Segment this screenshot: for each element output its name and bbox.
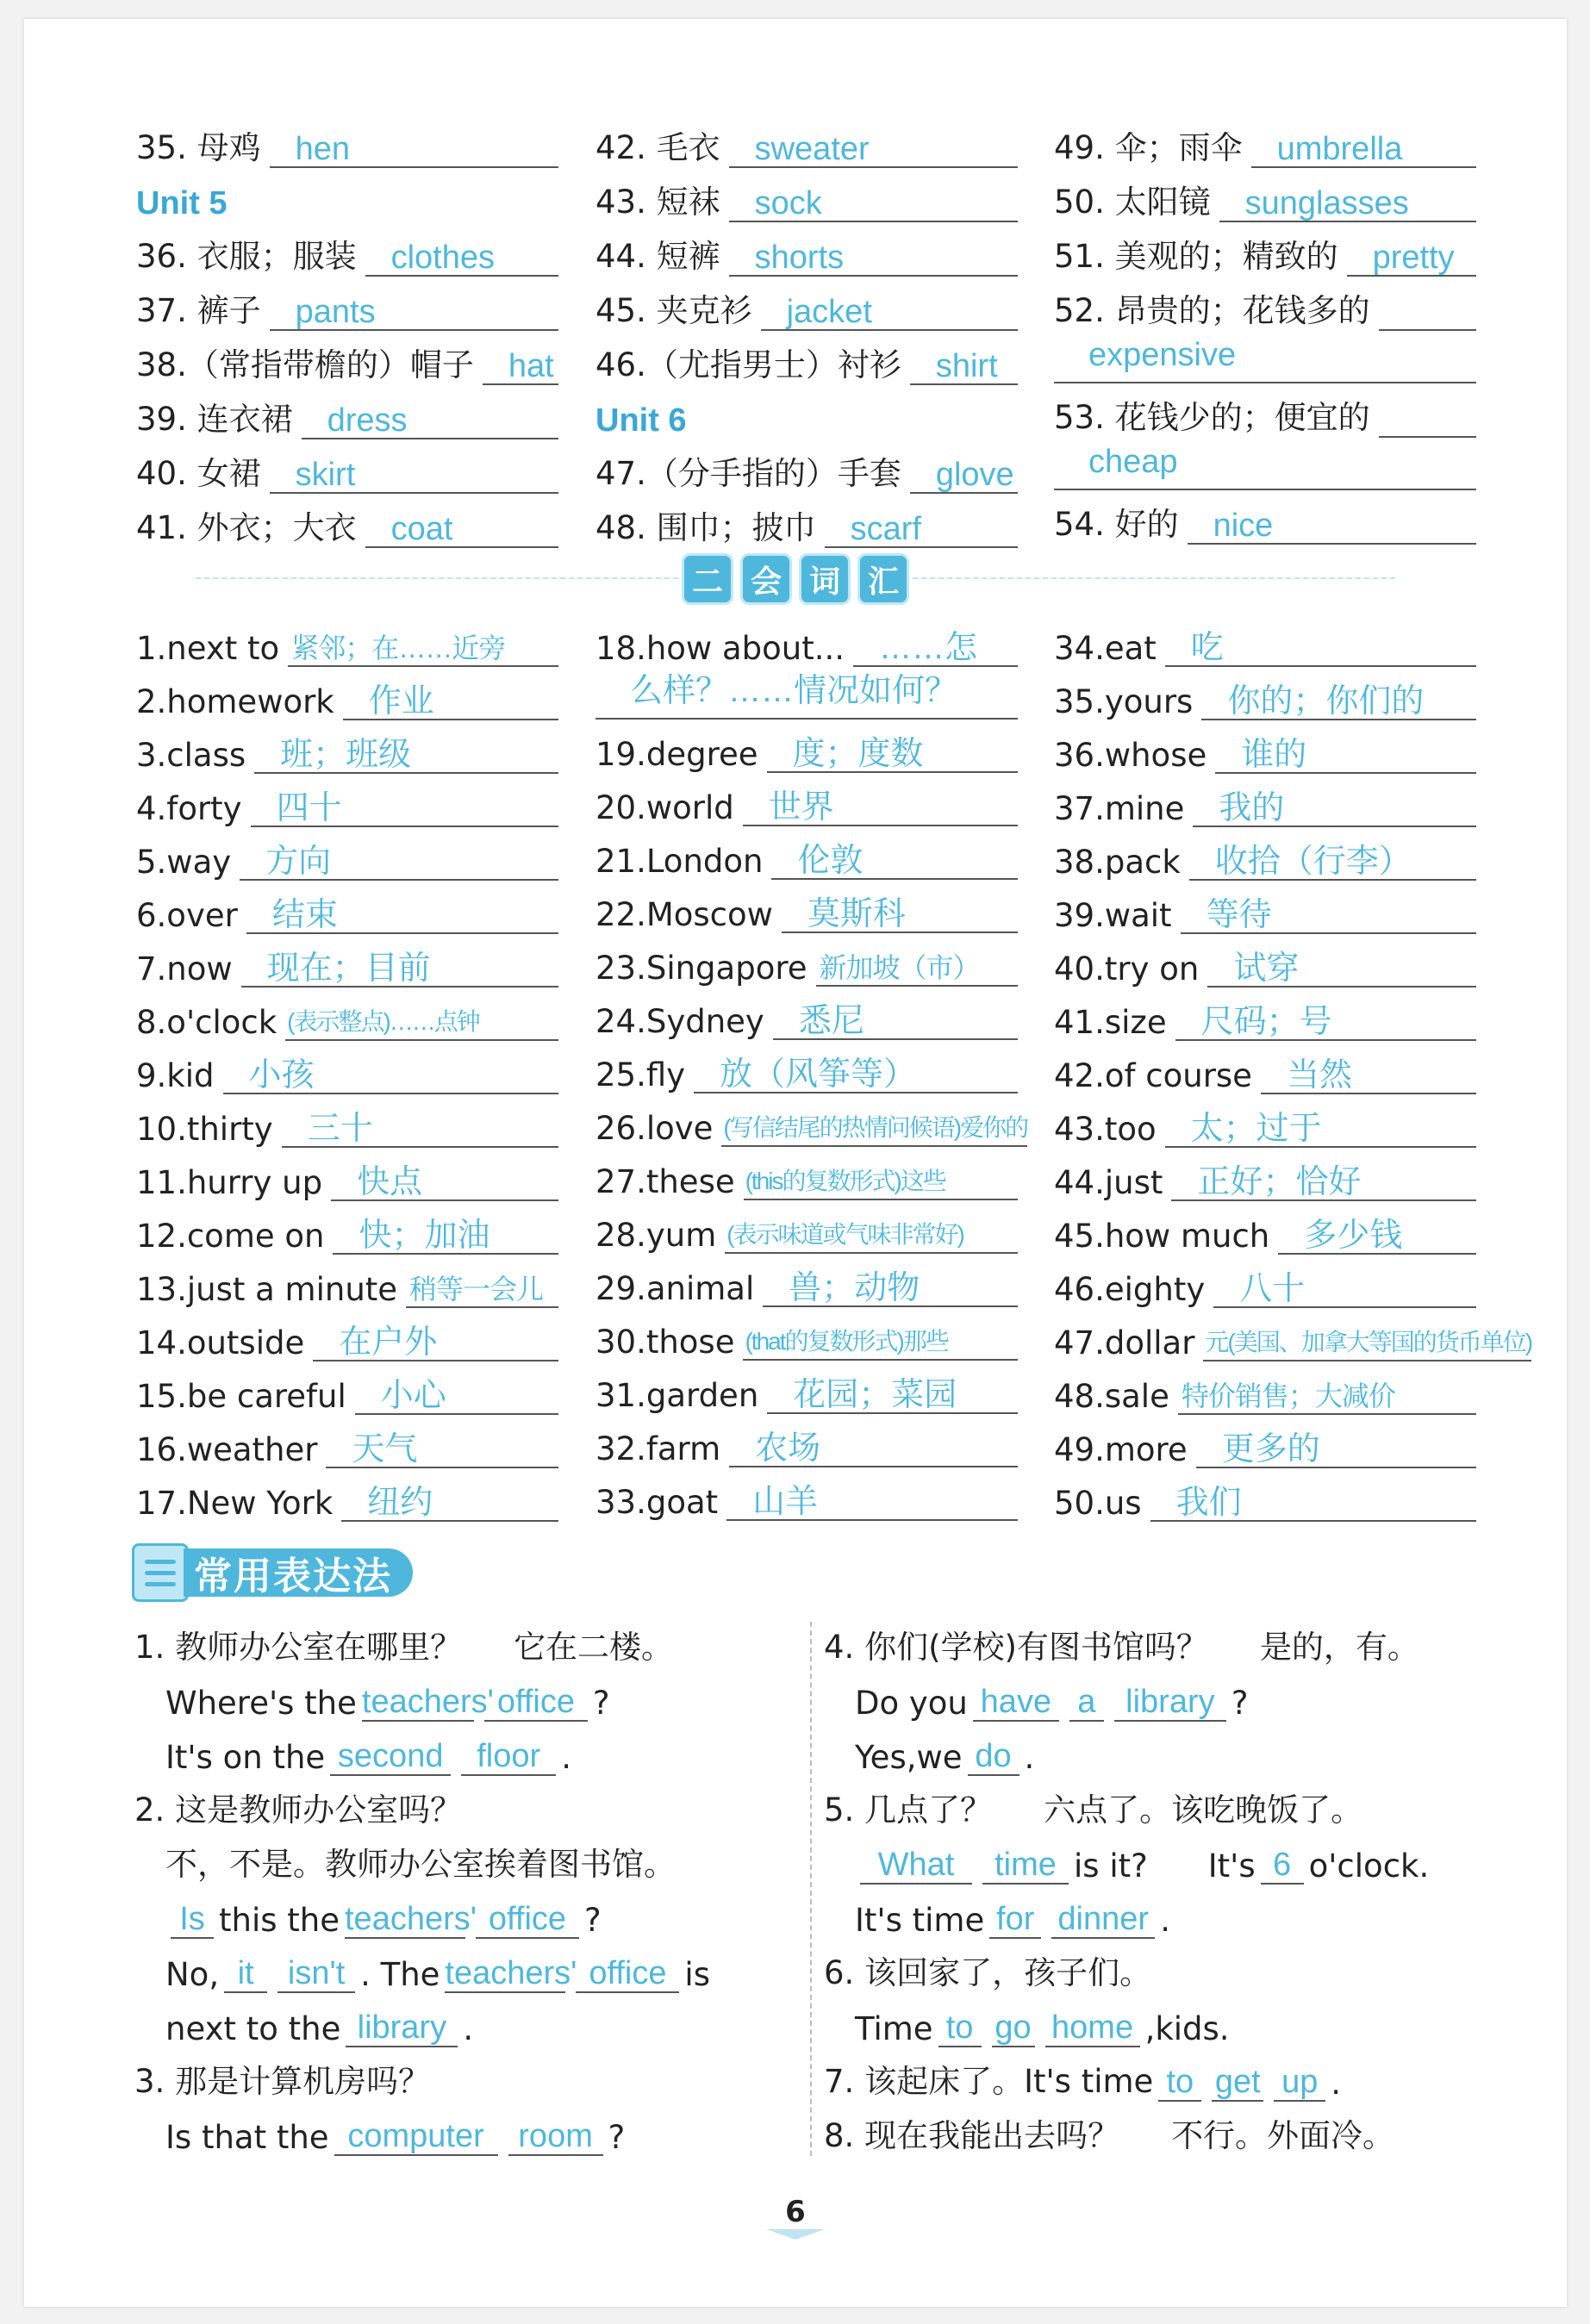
vocab-term: 4.forty xyxy=(136,790,242,827)
vocab-term: 30.those xyxy=(595,1324,735,1361)
vocab-term: 22.Moscow xyxy=(595,896,773,933)
vocab-answer: 多少钱 xyxy=(1278,1218,1476,1255)
vocab-term: 43.too xyxy=(1054,1111,1157,1148)
vocab-row xyxy=(595,168,1018,222)
vocab-term: 42.of course xyxy=(1054,1057,1252,1094)
vocab-row xyxy=(1054,988,1476,1041)
vocab-row xyxy=(1054,774,1476,827)
vocab-answer: 试穿 xyxy=(1207,951,1476,988)
vocab-row xyxy=(136,720,558,774)
vocab-row xyxy=(1054,383,1476,438)
vocab-term: 14.outside xyxy=(136,1324,305,1361)
vocab-column-3 xyxy=(1054,614,1532,1522)
vocab-row xyxy=(1054,934,1476,988)
vocab-answer: 新加坡（市） xyxy=(816,950,1018,987)
vocab-answer: skirt xyxy=(270,458,558,494)
vocab-row xyxy=(136,774,558,827)
vocab-term: 19.degree xyxy=(595,736,758,773)
vocab-row xyxy=(136,1148,558,1201)
vocab-term: 10.thirty xyxy=(136,1111,273,1148)
vocab-row xyxy=(595,114,1018,168)
vocab-answer: 结束 xyxy=(246,898,558,934)
vocab-term: 11.hurry up xyxy=(136,1164,323,1201)
vocab-answer: 现在；目前 xyxy=(241,951,558,988)
vocab-row xyxy=(136,1308,558,1361)
vocab-term: 44.just xyxy=(1054,1164,1163,1201)
vocab-answer: 作业 xyxy=(343,684,558,720)
vocab-row xyxy=(595,826,1018,880)
vocab-term: 39. 连衣裙 xyxy=(136,401,293,438)
vocab-row xyxy=(136,1094,558,1148)
vocab-term: 48.sale xyxy=(1054,1378,1169,1415)
vocab-term: 32.farm xyxy=(595,1430,721,1467)
vocab-term: 35.yours xyxy=(1054,683,1194,720)
vocab-answer: 放（风筝等） xyxy=(694,1057,1018,1093)
vocab-term: 24.Sydney xyxy=(595,1003,764,1040)
notebook-icon xyxy=(132,1543,189,1602)
vocab-term: 50. 太阳镜 xyxy=(1054,184,1211,221)
answer-continuation: cheap xyxy=(1054,438,1476,490)
vocab-term: 2.homework xyxy=(136,683,334,720)
vocab-row xyxy=(595,1361,1018,1414)
vocab-answer: jacket xyxy=(761,295,1018,331)
vocab-answer: (表示味道或气味非常好) xyxy=(725,1218,1018,1254)
section-badge: 汇 xyxy=(857,553,909,605)
vocab-answer: hat xyxy=(483,349,558,385)
unit-heading: Unit 5 xyxy=(136,185,228,221)
vocab-row xyxy=(595,720,1018,773)
vocab-row xyxy=(136,827,558,881)
vocab-answer: 八十 xyxy=(1213,1272,1476,1308)
vocab-term: 37. 裤子 xyxy=(136,292,261,329)
vocab-term: 47.（分手指的）手套 xyxy=(595,455,901,492)
vocab-answer: 元(美国、加拿大等国的货币单位) xyxy=(1203,1325,1531,1361)
vocab-term: 36.whose xyxy=(1054,737,1207,774)
section-badge: 词 xyxy=(799,553,851,605)
vocab-answer: 快；加油 xyxy=(333,1218,558,1255)
word-list-column-2 xyxy=(595,114,1018,548)
vocab-term: 20.world xyxy=(595,789,734,826)
vocab-row xyxy=(595,1307,1018,1361)
answer-continuation: expensive xyxy=(1054,331,1476,383)
vocab-term: 45. 夹克衫 xyxy=(595,292,752,329)
vocab-row xyxy=(136,1255,558,1308)
vocab-term: 18.how about... xyxy=(595,630,845,667)
vocab-answer: 伦敦 xyxy=(771,844,1018,880)
vocab-term: 3.class xyxy=(136,737,246,774)
vocab-term: 33.goat xyxy=(595,1484,719,1521)
common-expressions-label: 常用表达法 xyxy=(184,1548,413,1597)
vocab-row xyxy=(595,1093,1028,1147)
vocab-answer: pretty xyxy=(1347,240,1476,277)
vocab-row xyxy=(136,1415,558,1468)
vocab-row xyxy=(136,1361,558,1415)
vocab-row xyxy=(1054,614,1476,667)
vocab-term: 44. 短裤 xyxy=(595,238,720,275)
vocab-term: 43. 短袜 xyxy=(595,184,720,221)
vocab-term: 8.o'clock xyxy=(136,1004,277,1041)
vocab-answer xyxy=(1379,295,1476,331)
vocab-answer: 农场 xyxy=(729,1431,1018,1467)
vocab-term: 46.eighty xyxy=(1054,1271,1206,1308)
vocab-term: 23.Singapore xyxy=(595,950,807,987)
vocab-term: 6.over xyxy=(136,897,238,934)
vocab-row xyxy=(136,1468,558,1522)
vocab-term: 49. 伞；雨伞 xyxy=(1054,129,1243,166)
vocab-row xyxy=(595,614,1018,667)
vocab-answer: 四十 xyxy=(251,791,558,827)
vocab-term: 41.size xyxy=(1054,1004,1167,1041)
vocab-row xyxy=(136,667,558,720)
vocab-row xyxy=(595,933,1018,987)
vocab-row xyxy=(595,1147,1018,1200)
vocab-answer: (写信结尾的热情问候语)爱你的 xyxy=(721,1111,1027,1147)
vocab-term: 52. 昂贵的；花钱多的 xyxy=(1054,292,1370,329)
vocab-row xyxy=(1054,1468,1476,1522)
vocab-row xyxy=(1054,1255,1476,1308)
vocab-row xyxy=(1054,1415,1476,1468)
vocab-row xyxy=(136,114,558,168)
vocab-answer: 当然 xyxy=(1261,1058,1476,1094)
vocab-answer: 你的；你们的 xyxy=(1201,684,1476,720)
vocab-answer: 花园；菜园 xyxy=(767,1378,1018,1414)
vocab-term: 42. 毛衣 xyxy=(595,129,720,166)
vocab-answer: 方向 xyxy=(240,844,558,881)
vocab-answer: 尺码；号 xyxy=(1175,1005,1476,1041)
vocab-row xyxy=(1054,114,1476,168)
vocab-column-1 xyxy=(136,614,558,1522)
vocab-row xyxy=(136,881,558,934)
vocab-answer: clothes xyxy=(365,240,558,277)
vocab-row xyxy=(595,1414,1018,1467)
vocab-term: 50.us xyxy=(1054,1485,1142,1522)
vocab-row xyxy=(1054,881,1476,934)
vocab-term: 53. 花钱少的；便宜的 xyxy=(1054,399,1370,436)
vocab-term: 37.mine xyxy=(1054,790,1185,827)
vocab-row xyxy=(136,494,558,548)
vocab-row xyxy=(595,1467,1018,1521)
vocab-term: 45.how much xyxy=(1054,1218,1270,1255)
vocab-term: 29.animal xyxy=(595,1270,755,1307)
vocab-row xyxy=(595,331,1018,385)
vocab-term: 40.try on xyxy=(1054,950,1200,988)
vocab-answer: (this的复数形式)这些 xyxy=(744,1164,1018,1200)
expressions-left: 1. 教师办公室在哪里？ 它在二楼。 Where's the teachers' office ? It's on the second floor . 2. 这是教师办公室吗？ 不，不是。教师办公室挨着图书馆。 Is this the teachers' office ? No, it isn't . The teachers' office is next to the library . 3. 那是计算机房吗？ Is that the computer room ? xyxy=(134,1629,710,2156)
vocab-row xyxy=(595,494,1018,548)
vocab-term: 15.be careful xyxy=(136,1378,346,1415)
vocab-row xyxy=(595,439,1018,494)
vocab-row xyxy=(1054,827,1476,881)
vocab-term: 41. 外衣；大衣 xyxy=(136,509,357,546)
vocab-term: 40. 女裙 xyxy=(136,455,261,492)
vocab-term: 5.way xyxy=(136,844,232,881)
vocab-row xyxy=(136,614,558,667)
vocab-answer: shirt xyxy=(910,349,1018,385)
vocab-answer: 在户外 xyxy=(313,1325,558,1361)
vocab-term: 46.（尤指男士）衬衫 xyxy=(595,346,901,383)
workbook-page xyxy=(24,19,1567,2307)
common-expressions-title xyxy=(132,1544,413,1601)
vocab-row xyxy=(595,1254,1018,1307)
column-divider xyxy=(810,1622,812,2156)
vocab-term: 28.yum xyxy=(595,1217,717,1254)
vocab-row xyxy=(1054,667,1476,720)
vocab-row xyxy=(136,988,558,1041)
vocab-answer: 三十 xyxy=(282,1112,558,1148)
vocab-answer: 纽约 xyxy=(341,1486,558,1522)
vocab-answer: 收拾（行李） xyxy=(1189,844,1476,881)
vocab-answer: 吃 xyxy=(1165,631,1476,667)
vocab-row xyxy=(1054,1041,1476,1094)
vocab-answer: 我们 xyxy=(1150,1486,1476,1522)
vocab-term: 49.more xyxy=(1054,1431,1188,1468)
vocab-answer: dress xyxy=(302,403,558,439)
vocab-answer: 稍等一会儿 xyxy=(406,1272,558,1308)
vocab-term: 16.weather xyxy=(136,1431,318,1468)
answer-continuation: 么样？……情况如何？ xyxy=(595,667,1018,720)
vocab-term: 36. 衣服；服装 xyxy=(136,238,357,275)
vocab-row xyxy=(136,1041,558,1094)
vocab-term: 34.eat xyxy=(1054,630,1157,667)
vocab-row xyxy=(136,331,558,385)
vocab-answer: 小孩 xyxy=(223,1058,559,1094)
vocab-answer: 紧邻；在……近旁 xyxy=(288,631,558,667)
vocab-answer: hen xyxy=(270,132,558,168)
vocab-row xyxy=(595,773,1018,826)
vocab-answer: 我的 xyxy=(1193,791,1476,827)
vocab-answer: 兽；动物 xyxy=(763,1271,1018,1307)
vocab-answer: umbrella xyxy=(1251,132,1476,168)
vocab-answer: 莫斯科 xyxy=(782,897,1018,933)
vocab-answer: pants xyxy=(270,295,558,331)
vocab-row xyxy=(1054,1201,1476,1255)
vocab-row xyxy=(1054,277,1476,331)
vocab-answer: 等待 xyxy=(1181,898,1476,934)
section-header-two-skill-vocabulary xyxy=(24,553,1567,605)
vocab-term: 39.wait xyxy=(1054,897,1172,934)
vocab-answer: 世界 xyxy=(743,790,1018,826)
word-list-column-1 xyxy=(136,114,558,548)
vocab-answer: 更多的 xyxy=(1196,1432,1476,1468)
vocab-term: 9.kid xyxy=(136,1057,215,1094)
vocab-row xyxy=(595,987,1018,1040)
vocab-answer: glove xyxy=(910,458,1018,494)
vocab-term: 26.love xyxy=(595,1110,714,1147)
vocab-term: 47.dollar xyxy=(1054,1324,1195,1361)
vocab-row xyxy=(1054,1094,1476,1148)
vocab-row xyxy=(136,1201,558,1255)
vocab-answer: 班；班级 xyxy=(254,738,558,774)
vocab-term: 13.just a minute xyxy=(136,1271,398,1308)
vocab-answer: ……怎 xyxy=(853,631,1018,667)
section-badge: 会 xyxy=(740,553,792,605)
vocab-row xyxy=(595,222,1018,277)
vocab-answer: 山羊 xyxy=(726,1485,1018,1521)
vocab-term: 21.London xyxy=(595,843,764,880)
vocab-row xyxy=(1054,490,1476,545)
vocab-term: 17.New York xyxy=(136,1485,334,1522)
vocab-term: 25.fly xyxy=(595,1056,686,1093)
vocab-answer: 正好；恰好 xyxy=(1171,1165,1476,1201)
vocab-answer xyxy=(1379,402,1476,438)
vocab-answer: scarf xyxy=(825,512,1018,548)
vocab-term: 38.（常指带檐的）帽子 xyxy=(136,346,474,383)
vocab-answer: 快点 xyxy=(331,1165,558,1201)
vocab-row xyxy=(595,1200,1018,1254)
vocab-row xyxy=(1054,720,1476,774)
vocab-term: 27.these xyxy=(595,1163,735,1200)
vocab-answer: 天气 xyxy=(326,1432,558,1468)
vocab-term: 12.come on xyxy=(136,1218,325,1255)
vocab-answer: 度；度数 xyxy=(767,737,1018,773)
page-number: 6 xyxy=(24,2195,1567,2240)
vocab-row xyxy=(1054,1308,1532,1361)
vocab-row xyxy=(136,222,558,277)
vocab-column-2 xyxy=(595,614,1028,1521)
vocab-answer: sock xyxy=(729,186,1018,222)
vocab-row xyxy=(1054,168,1476,222)
vocab-answer: 悉尼 xyxy=(773,1004,1018,1040)
vocab-row xyxy=(595,1040,1018,1093)
vocab-row xyxy=(136,385,558,439)
vocab-answer: shorts xyxy=(729,240,1018,277)
vocab-answer: sunglasses xyxy=(1219,186,1476,222)
vocab-term: 38.pack xyxy=(1054,844,1181,881)
vocab-row xyxy=(1054,1148,1476,1201)
vocab-row xyxy=(595,880,1018,933)
vocab-answer: 特价销售；大减价 xyxy=(1178,1379,1476,1415)
vocab-answer: 太；过于 xyxy=(1165,1112,1476,1148)
vocab-answer: 谁的 xyxy=(1215,738,1476,774)
word-list-column-3 xyxy=(1054,114,1476,545)
vocab-row xyxy=(1054,1361,1476,1415)
vocab-row xyxy=(595,277,1018,331)
vocab-term: 35. 母鸡 xyxy=(136,129,261,166)
vocab-term: 51. 美观的；精致的 xyxy=(1054,238,1338,275)
vocab-answer: coat xyxy=(365,512,558,548)
vocab-row xyxy=(136,277,558,331)
unit-heading: Unit 6 xyxy=(595,402,687,439)
vocab-answer: (that的复数形式)那些 xyxy=(743,1324,1018,1361)
vocab-term: 54. 好的 xyxy=(1054,506,1179,543)
vocab-answer: (表示整点)……点钟 xyxy=(285,1005,558,1041)
vocab-row xyxy=(136,934,558,988)
vocab-term: 31.garden xyxy=(595,1377,759,1414)
vocab-answer: sweater xyxy=(729,132,1018,168)
vocab-term: 1.next to xyxy=(136,630,280,667)
expressions-right: 4. 你们(学校)有图书馆吗？ 是的，有。 Do you have a library ? Yes,we do . 5. 几点了？ 六点了。该吃晚饭了。 What time is it? It's 6 o'clock. It's time for dinner . 6. 该回家了，孩子们。 Time to go home ,kids. 7. 该起床了。It's time to get up . 8. 现在我能出去吗？ 不行。外面冷。 xyxy=(824,1629,1430,2154)
vocab-row xyxy=(1054,222,1476,277)
vocab-answer: 小心 xyxy=(355,1379,558,1415)
vocab-row xyxy=(136,439,558,494)
vocab-term: 7.now xyxy=(136,950,233,988)
section-badge: 二 xyxy=(682,553,733,605)
vocab-answer: nice xyxy=(1188,508,1476,545)
vocab-term: 48. 围巾；披巾 xyxy=(595,509,816,546)
